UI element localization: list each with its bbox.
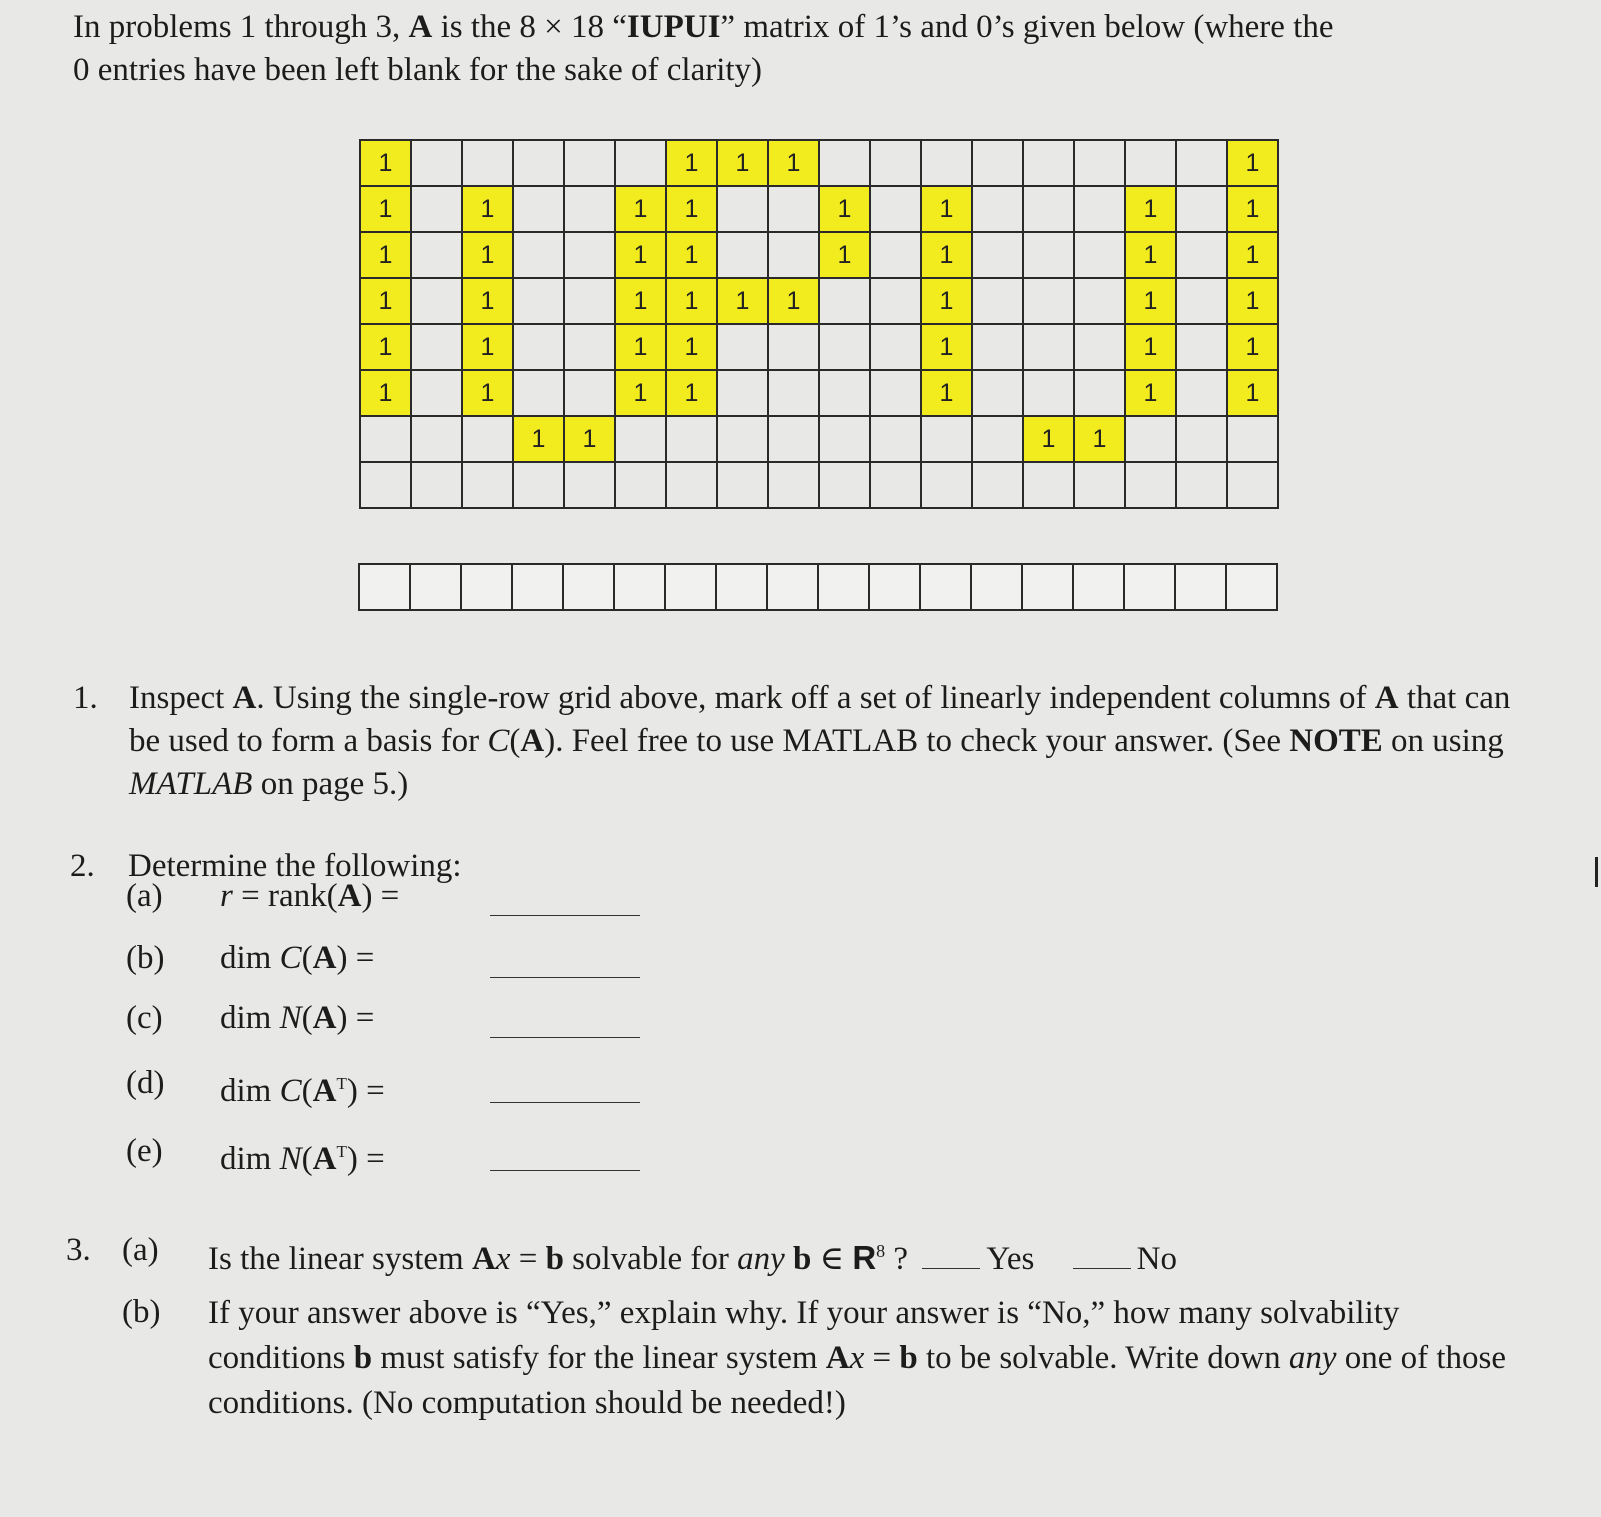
- matrix-symbol: A: [312, 1141, 337, 1177]
- vector-x: x: [495, 1241, 511, 1277]
- matrix-cell: [1023, 370, 1074, 416]
- text: Is the linear system: [208, 1241, 472, 1277]
- matrix-cell: [1023, 278, 1074, 324]
- matrix-cell: [1074, 370, 1125, 416]
- part-label: (b): [126, 940, 165, 976]
- matrix-cell: [921, 416, 972, 462]
- text: any: [737, 1241, 785, 1277]
- matrix-cell: 1: [666, 232, 717, 278]
- matrix-cell: [1176, 462, 1227, 508]
- matrix-cell: 1: [615, 370, 666, 416]
- matrix-cell: 1: [1227, 232, 1278, 278]
- matrix-symbol: A: [312, 940, 337, 976]
- matrix-cell: [870, 278, 921, 324]
- matrix-cell: [717, 324, 768, 370]
- column-select-cell[interactable]: [971, 564, 1022, 610]
- matrix-cell: 1: [615, 232, 666, 278]
- matrix-cell: 1: [666, 186, 717, 232]
- text: (: [509, 723, 521, 759]
- matrix-symbol: A: [825, 1340, 850, 1376]
- matrix-cell: 1: [921, 324, 972, 370]
- text: on page 5.): [252, 766, 409, 802]
- intro-text-part: ” matrix of 1’s and 0’s given below (where the: [720, 9, 1334, 45]
- matrix-cell: 1: [819, 232, 870, 278]
- matrix-cell: [564, 462, 615, 508]
- matrix-cell: [564, 324, 615, 370]
- text: (: [301, 940, 313, 976]
- space-symbol: N: [279, 1141, 302, 1177]
- matrix-cell: [462, 140, 513, 186]
- intro-text-part: 0 entries have been left blank for the sake of clarity): [73, 52, 763, 88]
- matrix-cell: [768, 462, 819, 508]
- matrix-symbol: A: [312, 1000, 337, 1036]
- problem-3b-text: [208, 1291, 1528, 1426]
- text: on using: [1382, 723, 1504, 759]
- matrix-cell: [717, 370, 768, 416]
- matrix-cell: [768, 370, 819, 416]
- matrix-cell: [972, 140, 1023, 186]
- iupui-matrix-grid: [359, 139, 1279, 509]
- matrix-cell: [411, 324, 462, 370]
- column-select-cell[interactable]: [1226, 564, 1277, 610]
- matrix-cell: [615, 462, 666, 508]
- column-select-cell[interactable]: [512, 564, 563, 610]
- matrix-cell: 1: [513, 416, 564, 462]
- problem-2-item: [70, 997, 770, 1047]
- matrix-cell: [921, 462, 972, 508]
- matrix-cell: [1074, 462, 1125, 508]
- matrix-cell: 1: [462, 278, 513, 324]
- matrix-symbol: A: [471, 1241, 496, 1277]
- space-symbol: C: [279, 1073, 302, 1109]
- matrix-cell: 1: [462, 232, 513, 278]
- matrix-cell: [717, 462, 768, 508]
- problem-2-item: [70, 1130, 770, 1180]
- answer-blank[interactable]: [490, 977, 640, 978]
- matrix-cell: 1: [1227, 324, 1278, 370]
- text: ) =: [361, 878, 400, 914]
- text: dim: [220, 1073, 280, 1109]
- expression: [220, 1062, 385, 1113]
- matrix-cell: 1: [462, 324, 513, 370]
- matrix-row: [360, 186, 1278, 232]
- matrix-cell: [1023, 232, 1074, 278]
- problem-number: 3.: [66, 1232, 91, 1268]
- matrix-cell: [360, 462, 411, 508]
- matrix-cell: [1074, 232, 1125, 278]
- expression: [220, 875, 399, 918]
- matrix-cell: [768, 416, 819, 462]
- matrix-cell: 1: [768, 278, 819, 324]
- matrix-cell: [717, 186, 768, 232]
- matrix-row: [360, 370, 1278, 416]
- matrix-cell: [666, 462, 717, 508]
- matrix-cell: 1: [615, 278, 666, 324]
- matrix-cell: [870, 462, 921, 508]
- matrix-cell: 1: [1125, 278, 1176, 324]
- problem-3a-text: [208, 1229, 1528, 1282]
- matrix-cell: 1: [1023, 416, 1074, 462]
- problem-2: [70, 845, 770, 1177]
- matrix-row: [360, 462, 1278, 508]
- iupui-label: IUPUI: [626, 9, 721, 45]
- column-select-cell[interactable]: [869, 564, 920, 610]
- text: ): [544, 723, 556, 759]
- matrix-cell: [1023, 186, 1074, 232]
- matrix-cell: [564, 186, 615, 232]
- text: . Feel free to use MATLAB to check your answer. (See: [555, 723, 1290, 759]
- matrix-cell: [768, 232, 819, 278]
- matrix-symbol: A: [520, 723, 545, 759]
- problem-number: 2.: [70, 848, 95, 884]
- matrix-row: [360, 140, 1278, 186]
- matrix-cell: [1176, 140, 1227, 186]
- matrix-cell: [1227, 462, 1278, 508]
- matrix-cell: [1176, 186, 1227, 232]
- matrix-cell: [564, 232, 615, 278]
- text: . Using the single-row grid above, mark off a set of linearly independent columns of: [256, 680, 1375, 716]
- matrix-cell: [1023, 140, 1074, 186]
- matrix-cell: 1: [360, 232, 411, 278]
- matrix-cell: [411, 278, 462, 324]
- vector-b: b: [353, 1340, 373, 1376]
- matrix-cell: [717, 232, 768, 278]
- yes-option: Yes: [986, 1241, 1035, 1277]
- matrix-cell: 1: [1227, 140, 1278, 186]
- intro-text: [73, 6, 1553, 92]
- text: that can be used to form a basis for: [129, 680, 1511, 759]
- dimension-superscript: 8: [876, 1241, 886, 1261]
- vector-b: b: [793, 1241, 812, 1277]
- matrix-cell: [972, 278, 1023, 324]
- matrix-cell: [1125, 462, 1176, 508]
- expression: [220, 937, 374, 980]
- text: Inspect: [129, 680, 233, 716]
- matrix-cell: [513, 140, 564, 186]
- matrix-cell: 1: [921, 370, 972, 416]
- matrix-row: [360, 232, 1278, 278]
- matrix-cell: 1: [1227, 278, 1278, 324]
- matrix-cell: 1: [615, 324, 666, 370]
- text: = rank(: [232, 878, 338, 914]
- matrix-cell: 1: [1125, 186, 1176, 232]
- answer-blank[interactable]: [490, 1037, 640, 1038]
- matrix-cell: 1: [360, 186, 411, 232]
- text: =: [510, 1241, 546, 1277]
- column-select-cell[interactable]: [1124, 564, 1175, 610]
- column-space-symbol: C: [487, 723, 510, 759]
- answer-blank[interactable]: [490, 915, 640, 916]
- text: to be solvable. Write down: [917, 1340, 1289, 1376]
- matrix-cell: [615, 140, 666, 186]
- matrix-symbol: A: [1374, 680, 1399, 716]
- matrix-cell: 1: [819, 186, 870, 232]
- matrix-cell: 1: [360, 278, 411, 324]
- matrix-cell: 1: [615, 186, 666, 232]
- matrix-cell: 1: [921, 186, 972, 232]
- column-select-cell[interactable]: [767, 564, 818, 610]
- matrix-row: [360, 416, 1278, 462]
- matrix-cell: 1: [360, 370, 411, 416]
- problem-2-item: [70, 937, 770, 987]
- matrix-cell: [513, 278, 564, 324]
- matrix-cell: [921, 140, 972, 186]
- matrix-cell: [1176, 370, 1227, 416]
- matrix-cell: [513, 324, 564, 370]
- text: =: [864, 1340, 900, 1376]
- column-select-cell[interactable]: [359, 564, 410, 610]
- text: one of those conditions. (No computation should be needed!): [208, 1340, 1507, 1421]
- matrix-cell: [1176, 278, 1227, 324]
- matrix-cell: 1: [1227, 186, 1278, 232]
- matrix-cell: 1: [717, 140, 768, 186]
- transpose-superscript: T: [336, 1142, 347, 1161]
- matrix-cell: 1: [768, 140, 819, 186]
- matrix-cell: [972, 416, 1023, 462]
- matrix-cell: [564, 278, 615, 324]
- problem-2-item: [70, 1062, 770, 1112]
- matrix-cell: [462, 416, 513, 462]
- page-edge-mark: [1595, 857, 1598, 887]
- rank-symbol: r: [220, 878, 233, 914]
- matrix-cell: 1: [666, 370, 717, 416]
- expression: [220, 1130, 385, 1181]
- matrix-cell: [1074, 186, 1125, 232]
- matrix-cell: 1: [360, 324, 411, 370]
- matrix-cell: [615, 416, 666, 462]
- matrix-row: [360, 278, 1278, 324]
- note-reference: NOTE: [1289, 723, 1383, 759]
- matrix-cell: [870, 370, 921, 416]
- answer-blank[interactable]: [490, 1170, 640, 1171]
- text: (: [301, 1073, 313, 1109]
- matrix-cell: 1: [666, 324, 717, 370]
- matrix-cell: [1227, 416, 1278, 462]
- column-select-cell[interactable]: [818, 564, 869, 610]
- text: must satisfy for the linear system: [372, 1340, 826, 1376]
- text: ) =: [336, 940, 375, 976]
- column-select-cell[interactable]: [665, 564, 716, 610]
- vector-b: b: [545, 1241, 564, 1277]
- part-label: (a): [126, 878, 163, 914]
- matrix-cell: [513, 232, 564, 278]
- column-select-cell[interactable]: [614, 564, 665, 610]
- matrix-cell: [1074, 278, 1125, 324]
- problem-1-text: [129, 677, 1533, 806]
- matrix-cell: 1: [1227, 370, 1278, 416]
- space-symbol: N: [279, 1000, 302, 1036]
- matrix-cell: [411, 140, 462, 186]
- matrix-cell: [1023, 462, 1074, 508]
- column-selection-grid[interactable]: [358, 563, 1278, 611]
- matrix-cell: [819, 416, 870, 462]
- matrix-cell: [1125, 140, 1176, 186]
- matrix-cell: 1: [360, 140, 411, 186]
- matrix-cell: 1: [462, 186, 513, 232]
- text: any: [1288, 1340, 1337, 1376]
- matrix-cell: [819, 462, 870, 508]
- intro-text-part: is the 8 × 18 “: [432, 9, 627, 45]
- matrix-symbol: A: [232, 680, 257, 716]
- matrix-cell: [870, 324, 921, 370]
- matrix-cell: [972, 462, 1023, 508]
- matrix-cell: 1: [921, 232, 972, 278]
- no-option: No: [1136, 1241, 1177, 1277]
- matrix-cell: [819, 370, 870, 416]
- matrix-cell: 1: [666, 140, 717, 186]
- matrix-cell: 1: [462, 370, 513, 416]
- problem-2-heading: Determine the following:: [128, 848, 462, 884]
- matrix-cell: [1125, 416, 1176, 462]
- matrix-cell: [1176, 324, 1227, 370]
- column-select-cell[interactable]: [920, 564, 971, 610]
- answer-blank[interactable]: [490, 1102, 640, 1103]
- matrix-cell: [819, 278, 870, 324]
- text: ) =: [346, 1141, 385, 1177]
- column-select-cell[interactable]: [461, 564, 512, 610]
- matrix-cell: [768, 324, 819, 370]
- vector-x: x: [849, 1340, 865, 1376]
- space-symbol: C: [279, 940, 302, 976]
- column-select-cell[interactable]: [1175, 564, 1226, 610]
- matrix-cell: [1023, 324, 1074, 370]
- matrix-cell: [666, 416, 717, 462]
- text: ) =: [336, 1000, 375, 1036]
- real-space-symbol: R: [852, 1239, 877, 1276]
- expression: [220, 997, 374, 1040]
- transpose-superscript: T: [336, 1074, 347, 1093]
- matrix-cell: [819, 324, 870, 370]
- text: If your answer above is “Yes,” explain why. If your answer is “No,” how many solvability conditions: [208, 1295, 1400, 1376]
- yes-answer-blank[interactable]: [922, 1234, 980, 1269]
- part-label: (a): [122, 1232, 159, 1268]
- column-select-cell[interactable]: [716, 564, 767, 610]
- vector-b: b: [899, 1340, 918, 1376]
- matrix-cell: [411, 370, 462, 416]
- matrix-symbol: A: [337, 878, 362, 914]
- matrix-cell: [1176, 416, 1227, 462]
- part-label: (d): [126, 1065, 165, 1101]
- text: ∈: [811, 1241, 853, 1277]
- matrix-cell: [513, 186, 564, 232]
- matrix-cell: 1: [717, 278, 768, 324]
- text: (: [301, 1141, 313, 1177]
- text: ) =: [346, 1073, 385, 1109]
- matrix-cell: [360, 416, 411, 462]
- matrix-cell: 1: [921, 278, 972, 324]
- matrix-cell: [462, 462, 513, 508]
- text: solvable for: [563, 1241, 738, 1277]
- matrix-row: [360, 324, 1278, 370]
- text: dim: [220, 1141, 280, 1177]
- matrix-symbol: A: [408, 9, 433, 45]
- text: ?: [885, 1241, 909, 1277]
- matrix-cell: [1074, 140, 1125, 186]
- matrix-cell: 1: [1125, 370, 1176, 416]
- matrix-cell: [564, 140, 615, 186]
- text: (: [301, 1000, 313, 1036]
- part-label: (b): [122, 1294, 161, 1330]
- matrix-cell: [564, 370, 615, 416]
- matrix-cell: [1176, 232, 1227, 278]
- matrix-cell: [768, 186, 819, 232]
- text: dim: [220, 1000, 280, 1036]
- matrix-cell: 1: [1074, 416, 1125, 462]
- matrix-cell: [870, 140, 921, 186]
- text: dim: [220, 940, 280, 976]
- matrix-cell: [513, 462, 564, 508]
- no-answer-blank[interactable]: [1073, 1234, 1131, 1269]
- problem-number: 1.: [73, 680, 98, 716]
- column-select-cell[interactable]: [410, 564, 461, 610]
- matrix-cell: [411, 462, 462, 508]
- matrix-cell: [411, 232, 462, 278]
- matrix-cell: [411, 186, 462, 232]
- column-select-cell[interactable]: [1073, 564, 1124, 610]
- matrix-cell: [870, 232, 921, 278]
- matrix-cell: [513, 370, 564, 416]
- intro-text-part: In problems 1 through 3,: [73, 9, 409, 45]
- matrix-cell: [972, 232, 1023, 278]
- matrix-cell: 1: [1125, 324, 1176, 370]
- part-label: (c): [126, 1000, 163, 1036]
- problem-2-item: [70, 875, 770, 925]
- matrix-cell: [870, 416, 921, 462]
- column-select-cell[interactable]: [563, 564, 614, 610]
- matrix-cell: [870, 186, 921, 232]
- matlab-reference: MATLAB: [129, 766, 253, 802]
- matrix-cell: [411, 416, 462, 462]
- matrix-cell: 1: [1125, 232, 1176, 278]
- matrix-cell: 1: [666, 278, 717, 324]
- matrix-cell: [972, 186, 1023, 232]
- matrix-symbol: A: [312, 1073, 337, 1109]
- matrix-cell: [1074, 324, 1125, 370]
- matrix-cell: [819, 140, 870, 186]
- matrix-cell: [717, 416, 768, 462]
- matrix-cell: 1: [564, 416, 615, 462]
- column-select-cell[interactable]: [1022, 564, 1073, 610]
- matrix-cell: [972, 324, 1023, 370]
- part-label: (e): [126, 1133, 163, 1169]
- matrix-cell: [972, 370, 1023, 416]
- problem-1: [73, 677, 1533, 806]
